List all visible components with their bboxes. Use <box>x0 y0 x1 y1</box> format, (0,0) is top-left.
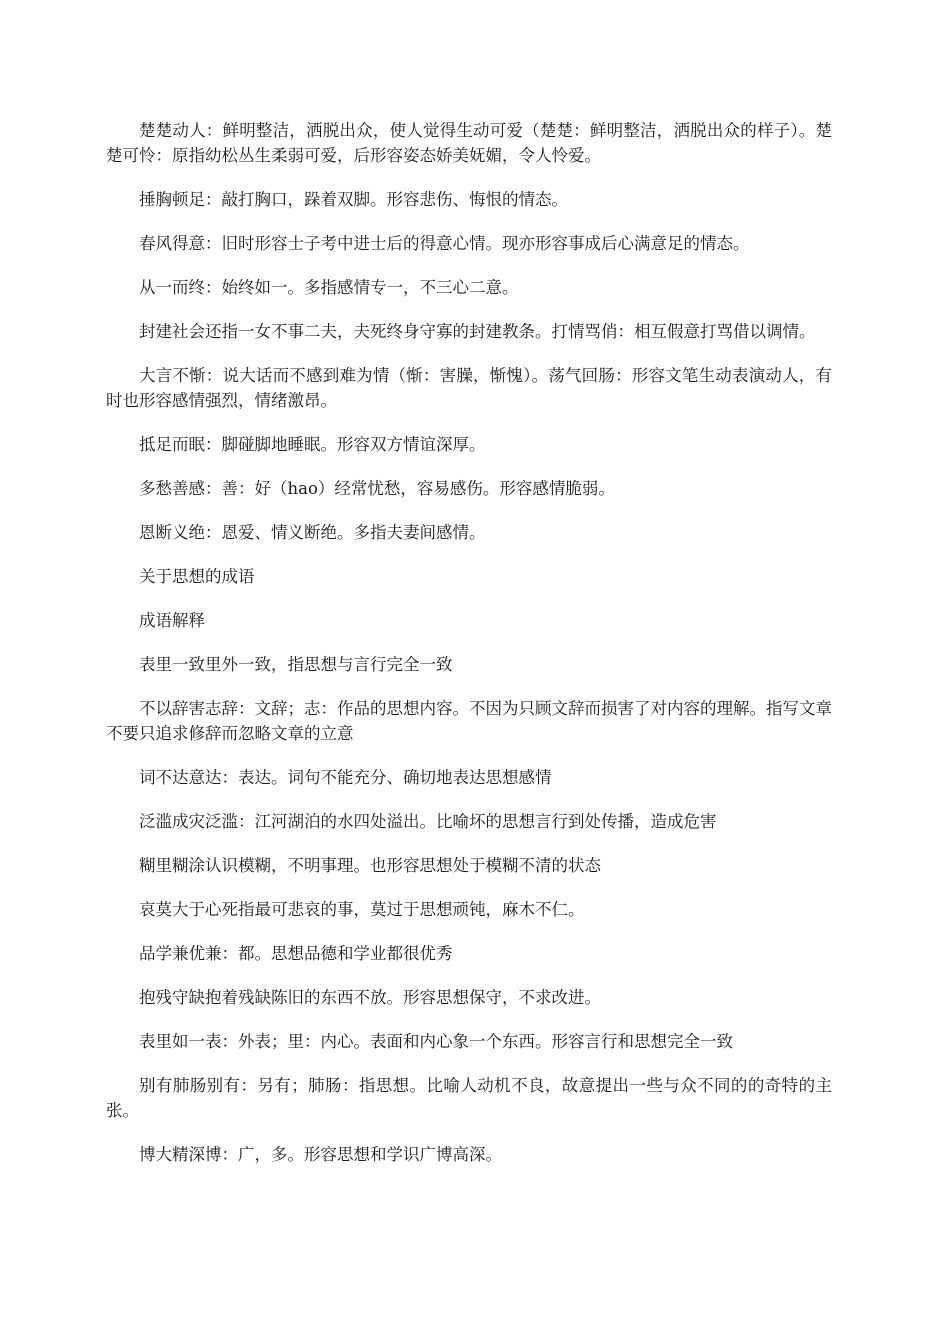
paragraph-buyi-cihai-zhi: 不以辞害志辞：文辞；志：作品的思想内容。不因为只顾文辞而损害了对内容的理解。指写文章不要只追求修辞而忽略文章的立意 <box>106 699 832 743</box>
paragraph-duochou-shangan: 多愁善感：善：好（hao）经常忧愁，容易感伤。形容感情脆弱。 <box>139 479 615 498</box>
paragraph-boda-jingshen: 博大精深博：广，多。形容思想和学识广博高深。 <box>139 1145 502 1164</box>
paragraph-fanlan-chengzai: 泛滥成灾泛滥：江河湖泊的水四处溢出。比喻坏的思想言行到处传播，造成危害 <box>139 812 717 831</box>
paragraph-baocan-shouque: 抱残守缺抱着残缺陈旧的东西不放。形容思想保守，不求改进。 <box>139 988 601 1007</box>
document-body <box>106 118 832 1186</box>
paragraph-biaoli-ruyi: 表里如一表：外表；里：内心。表面和内心象一个东西。形容言行和思想完全一致 <box>139 1032 733 1051</box>
paragraph-chuixiong-dunzu: 捶胸顿足：敲打胸口，跺着双脚。形容悲伤、悔恨的情态。 <box>139 190 568 209</box>
paragraph-congyi-erzhong: 从一而终：始终如一。多指感情专一，不三心二意。 <box>139 278 519 297</box>
paragraph-pinxue-jianyou: 品学兼优兼：都。思想品德和学业都很优秀 <box>139 944 453 963</box>
paragraph-enduan-yijue: 恩断义绝：恩爱、情义断绝。多指夫妻间感情。 <box>139 523 486 542</box>
paragraph-chunfeng-deyi: 春风得意：旧时形容士子考中进士后的得意心情。现亦形容事成后心满意足的情态。 <box>139 234 750 253</box>
paragraph-cibu-dayi: 词不达意达：表达。词句不能充分、确切地表达思想感情 <box>139 768 552 787</box>
section-heading-sixiang-chengyu: 关于思想的成语 <box>139 567 255 586</box>
paragraph-bieyou-feichang: 别有肺肠别有：另有；肺肠：指思想。比喻人动机不良，故意提出一些与众不同的的奇特的主张。 <box>106 1076 832 1120</box>
paragraph-chuchu-dongren: 楚楚动人：鲜明整洁，洒脱出众，使人觉得生动可爱（楚楚：鲜明整洁，洒脱出众的样子）。楚楚可怜：原指幼松丛生柔弱可爱，后形容姿态娇美妩媚，令人怜爱。 <box>106 121 832 165</box>
paragraph-fengjian-shehui: 封建社会还指一女不事二夫，夫死终身守寡的封建教条。打情骂俏：相互假意打骂借以调情。 <box>139 322 816 341</box>
paragraph-aimo-dayu-xinsi: 哀莫大于心死指最可悲哀的事，莫过于思想顽钝，麻木不仁。 <box>139 900 585 919</box>
paragraph-dizu-ermian: 抵足而眠：脚碰脚地睡眠。形容双方情谊深厚。 <box>139 435 486 454</box>
section-subheading-chengyu-jieshi: 成语解释 <box>139 611 205 630</box>
paragraph-dayan-buchan: 大言不惭：说大话而不感到难为情（惭：害臊，惭愧）。荡气回肠：形容文笔生动表演动人，有时也形容感情强烈，情绪激昂。 <box>106 366 832 410</box>
paragraph-hulihutu: 糊里糊涂认识模糊，不明事理。也形容思想处于模糊不清的状态 <box>139 856 601 875</box>
paragraph-biaoli-yizhi: 表里一致里外一致，指思想与言行完全一致 <box>139 655 453 674</box>
